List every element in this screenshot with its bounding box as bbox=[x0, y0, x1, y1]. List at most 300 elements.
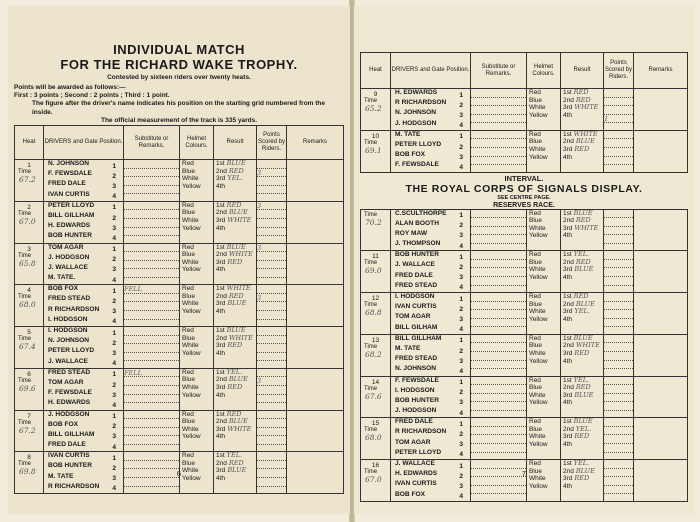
heat-time: 67.6 bbox=[365, 391, 382, 401]
drivers-cell bbox=[391, 293, 471, 335]
col-result: Result bbox=[214, 126, 257, 160]
points-line bbox=[604, 352, 633, 361]
heat-number: 8 bbox=[27, 454, 31, 462]
helmet-colour: White bbox=[182, 175, 199, 183]
time-label: Time bbox=[18, 336, 32, 343]
substitute-line bbox=[124, 336, 179, 345]
substitute-line bbox=[471, 477, 526, 486]
points-line bbox=[604, 106, 633, 115]
gate-position: 1 bbox=[459, 379, 463, 387]
col-heat: Heat bbox=[15, 126, 44, 160]
heat-number: 16 bbox=[371, 462, 380, 469]
result-entry: BLUE bbox=[228, 417, 248, 426]
result-entry: BLUE bbox=[226, 326, 246, 335]
substitute-line bbox=[471, 218, 526, 227]
substitute-line bbox=[471, 385, 526, 394]
substitute-line bbox=[124, 344, 179, 353]
driver-name: IVAN CURTIS bbox=[48, 190, 90, 198]
points-line bbox=[257, 411, 286, 420]
gate-position: 2 bbox=[112, 172, 116, 180]
place-label: 4th bbox=[563, 111, 573, 119]
place-label: 3rd bbox=[563, 308, 573, 316]
heat-cell bbox=[361, 89, 391, 131]
heat-time: 67.2 bbox=[19, 425, 36, 435]
place-label: 4th bbox=[563, 153, 573, 161]
points-cell bbox=[257, 243, 287, 285]
driver-entry bbox=[391, 418, 470, 428]
gate-position: 2 bbox=[112, 256, 116, 264]
points-cell bbox=[604, 460, 634, 502]
remarks-cell bbox=[634, 89, 688, 131]
result-line bbox=[214, 433, 256, 441]
heat-time: 65.8 bbox=[19, 258, 36, 268]
track-measurement: The official measurement of the track is 335 yards. bbox=[100, 116, 258, 124]
result-entry: RED bbox=[574, 432, 590, 441]
points-line bbox=[604, 89, 633, 98]
points-line bbox=[604, 418, 633, 427]
substitute-line: FELL bbox=[124, 369, 179, 378]
gate-position: 2 bbox=[112, 381, 116, 389]
points-cell bbox=[604, 130, 634, 172]
driver-entry bbox=[44, 358, 123, 368]
place-label: 3rd bbox=[563, 266, 573, 274]
points-line bbox=[604, 402, 633, 411]
place-label: 1st bbox=[563, 293, 572, 300]
heat-row bbox=[15, 327, 344, 369]
remarks-cell bbox=[634, 460, 688, 502]
gate-position: 1 bbox=[459, 337, 463, 345]
place-label: 4th bbox=[563, 441, 573, 449]
time-label: Time bbox=[364, 343, 378, 350]
points-line bbox=[257, 160, 286, 169]
place-label: 1st bbox=[563, 209, 572, 217]
gate-position: 1 bbox=[459, 133, 463, 141]
result-entry: BLUE bbox=[226, 159, 246, 168]
gate-position: 4 bbox=[112, 443, 116, 451]
heat-cell bbox=[15, 410, 44, 452]
drivers-cell bbox=[44, 327, 124, 369]
gate-position: 4 bbox=[459, 326, 463, 334]
gate-position: 2 bbox=[112, 339, 116, 347]
heat-number: 10 bbox=[371, 132, 380, 140]
drivers-cell bbox=[44, 410, 124, 452]
points-line bbox=[604, 302, 633, 311]
gate-position: 2 bbox=[459, 101, 463, 109]
col-helmet: Helmet Colours. bbox=[527, 53, 561, 89]
result-entry: BLUE bbox=[226, 243, 246, 251]
helmet-colours-cell bbox=[527, 89, 561, 131]
gate-position: 1 bbox=[459, 212, 463, 220]
drivers-cell bbox=[44, 285, 124, 327]
substitute-cell bbox=[124, 201, 180, 243]
gate-position: 2 bbox=[112, 465, 116, 473]
driver-name: J. WALLACE bbox=[395, 460, 435, 467]
helmet-colour: Yellow bbox=[529, 399, 548, 407]
result-entry: YEL. bbox=[575, 424, 592, 433]
result-line bbox=[561, 399, 603, 407]
heat-time: 68.0 bbox=[19, 300, 36, 310]
result-line bbox=[214, 342, 256, 350]
driver-name: BOB HUNTER bbox=[395, 396, 439, 404]
place-label: 1st bbox=[216, 368, 225, 376]
driver-name: M. TATE bbox=[395, 130, 421, 138]
points-line: 3 bbox=[257, 377, 286, 386]
helmet-colour: Blue bbox=[529, 138, 543, 146]
driver-entry bbox=[391, 345, 470, 355]
col-drivers: DRIVERS and Gate Position. bbox=[391, 53, 471, 89]
substitute-line bbox=[124, 252, 179, 261]
place-label: 2nd bbox=[216, 167, 227, 175]
helmet-colour: Blue bbox=[529, 467, 543, 475]
substitute-cell bbox=[471, 251, 527, 293]
driver-name: BOB HUNTER bbox=[395, 251, 439, 259]
heat-row bbox=[15, 285, 344, 327]
result-entry: YEL. bbox=[226, 451, 243, 460]
time-label: Time bbox=[364, 139, 378, 146]
result-entry: RED bbox=[575, 95, 591, 104]
remarks-cell bbox=[634, 209, 688, 251]
gate-position: 3 bbox=[112, 349, 116, 357]
place-label: 2nd bbox=[216, 292, 227, 300]
heat-number: 1 bbox=[27, 162, 31, 170]
helmet-colour: Blue bbox=[182, 334, 196, 342]
driver-name: ALAN BOOTH bbox=[395, 219, 439, 227]
gate-position: 1 bbox=[112, 287, 116, 295]
gate-position: 3 bbox=[112, 224, 116, 232]
result-line bbox=[561, 392, 603, 400]
heats-table-right-bottom bbox=[360, 209, 688, 502]
points-cell bbox=[604, 209, 634, 251]
substitute-line bbox=[471, 227, 526, 236]
place-label: 1st bbox=[563, 251, 572, 259]
driver-name: FRED DALE bbox=[395, 271, 433, 279]
heat-row bbox=[361, 251, 688, 293]
substitute-line bbox=[124, 311, 179, 320]
result-line bbox=[561, 316, 603, 324]
gate-position: 2 bbox=[459, 389, 463, 397]
helmet-colour: Red bbox=[529, 418, 541, 426]
time-label: Time bbox=[18, 169, 32, 176]
substitute-cell bbox=[124, 243, 180, 285]
result-line bbox=[561, 232, 603, 240]
driver-entry bbox=[44, 274, 123, 284]
driver-name: J. HODGSON bbox=[395, 407, 437, 415]
gate-position: 2 bbox=[459, 143, 463, 151]
heat-row bbox=[361, 334, 688, 376]
right-table-body-1 bbox=[361, 89, 688, 173]
time-label: Time bbox=[364, 98, 378, 104]
helmet-colour: White bbox=[182, 467, 199, 475]
result-entry: WHITE bbox=[227, 215, 252, 224]
points-line bbox=[604, 460, 633, 469]
points-line bbox=[257, 478, 286, 487]
drivers-cell bbox=[391, 334, 471, 376]
driver-name: C.SCULTHORPE bbox=[395, 209, 447, 217]
remarks-cell bbox=[287, 368, 344, 410]
place-label: 2nd bbox=[563, 258, 574, 266]
place-label: 4th bbox=[563, 274, 573, 282]
driver-entry bbox=[391, 151, 470, 161]
result-cell bbox=[561, 251, 604, 293]
driver-entry bbox=[44, 421, 123, 431]
helmet-colour: Yellow bbox=[529, 315, 548, 323]
substitute-line bbox=[471, 486, 526, 495]
place-label: 2nd bbox=[563, 467, 574, 475]
result-entry: BLUE bbox=[575, 466, 595, 475]
place-label: 3rd bbox=[216, 383, 226, 391]
place-label: 1st bbox=[216, 327, 225, 335]
points-line bbox=[604, 277, 633, 286]
driver-name: BOB FOX bbox=[395, 490, 426, 498]
points-line: 3 bbox=[257, 244, 286, 253]
helmet-colour: Yellow bbox=[182, 308, 201, 316]
helmet-colour: White bbox=[182, 383, 199, 391]
points-line bbox=[604, 343, 633, 352]
result-line bbox=[561, 433, 603, 441]
driver-entry bbox=[44, 170, 123, 180]
result-entry: RED bbox=[575, 257, 591, 266]
time-label: Time bbox=[364, 427, 378, 434]
result-entry: BLUE bbox=[573, 209, 593, 217]
driver-entry bbox=[391, 161, 470, 171]
driver-name: PETER LLOYD bbox=[48, 347, 95, 355]
points-line bbox=[604, 361, 633, 370]
points-cell bbox=[257, 160, 287, 202]
place-label: 2nd bbox=[216, 376, 227, 384]
heat-cell bbox=[15, 201, 44, 243]
heat-number: 14 bbox=[371, 378, 380, 386]
gate-position: 4 bbox=[459, 367, 463, 375]
heat-number: 15 bbox=[371, 420, 380, 428]
points-line bbox=[604, 435, 633, 444]
points-cell bbox=[257, 410, 287, 452]
helmet-colour: Blue bbox=[182, 376, 196, 384]
driver-entry bbox=[391, 89, 470, 99]
driver-entry bbox=[391, 261, 470, 271]
driver-name: FRED STEAD bbox=[395, 281, 438, 289]
result-entry: YEL. bbox=[573, 459, 590, 467]
driver-name: I. HODGSON bbox=[48, 327, 88, 335]
page-subtitle-title: FOR THE RICHARD WAKE TROPHY. bbox=[60, 57, 298, 72]
gate-position: 4 bbox=[112, 234, 116, 242]
helmet-colour: White bbox=[529, 391, 546, 399]
substitute-cell bbox=[124, 368, 180, 410]
heat-cell bbox=[15, 243, 44, 285]
points-line bbox=[257, 395, 286, 404]
substitute-cell bbox=[471, 130, 527, 172]
points-line bbox=[257, 252, 286, 261]
helmet-colour: Yellow bbox=[182, 266, 201, 274]
points-line bbox=[257, 302, 286, 311]
page-title: INDIVIDUAL MATCH bbox=[113, 42, 245, 57]
place-label: 3rd bbox=[216, 467, 226, 475]
heat-row bbox=[361, 209, 688, 251]
heat-number: 5 bbox=[27, 329, 31, 337]
substitute-line bbox=[471, 310, 526, 319]
place-label: 2nd bbox=[563, 300, 574, 308]
points-line bbox=[604, 235, 633, 244]
result-line bbox=[561, 350, 603, 358]
driver-entry bbox=[44, 327, 123, 337]
driver-entry bbox=[391, 377, 470, 387]
gate-position: 3 bbox=[459, 357, 463, 365]
driver-name: J. HODGSON bbox=[395, 119, 437, 127]
heat-cell bbox=[361, 418, 391, 460]
result-entry: WHITE bbox=[574, 223, 599, 232]
place-label: 2nd bbox=[563, 96, 574, 104]
result-entry: BLUE bbox=[228, 208, 248, 217]
place-label: 4th bbox=[563, 357, 573, 365]
substitute-line bbox=[124, 186, 179, 195]
helmet-colour: White bbox=[529, 433, 546, 441]
see-centre-page: SEE CENTRE PAGE. bbox=[497, 194, 551, 201]
gate-position: 4 bbox=[112, 276, 116, 284]
points-line bbox=[257, 452, 286, 461]
helmet-colour: Yellow bbox=[182, 224, 201, 232]
gate-position: 4 bbox=[112, 401, 116, 409]
result-line bbox=[561, 483, 603, 491]
driver-name: BOB FOX bbox=[48, 285, 79, 293]
points-line bbox=[604, 319, 633, 328]
helmet-colours-cell bbox=[527, 418, 561, 460]
gate-position: 1 bbox=[112, 413, 116, 421]
result-line bbox=[561, 358, 603, 366]
display-title: THE ROYAL CORPS OF SIGNALS DISPLAY. bbox=[405, 182, 643, 195]
col-substitute: Substitute or Remarks. bbox=[471, 53, 527, 89]
heat-time: 69.0 bbox=[365, 266, 382, 276]
gate-position: 2 bbox=[459, 431, 463, 439]
substitute-line bbox=[124, 219, 179, 228]
place-label: 4th bbox=[563, 482, 573, 490]
substitute-line bbox=[124, 160, 179, 169]
gate-position: 1 bbox=[459, 253, 463, 261]
points-line bbox=[257, 261, 286, 270]
result-entry: BLUE bbox=[575, 137, 595, 146]
substitute-line bbox=[124, 419, 179, 428]
substitute-line bbox=[471, 157, 526, 166]
points-line bbox=[604, 477, 633, 486]
gate-position: 1 bbox=[112, 246, 116, 254]
col-substitute: Substitute or Remarks. bbox=[124, 126, 180, 160]
points-line bbox=[604, 260, 633, 269]
driver-name: BOB FOX bbox=[48, 420, 79, 428]
driver-entry bbox=[391, 480, 470, 490]
heat-number: 6 bbox=[27, 370, 31, 378]
substitute-cell bbox=[471, 418, 527, 460]
points-cell bbox=[604, 418, 634, 460]
driver-entry bbox=[44, 379, 123, 389]
place-label: 2nd bbox=[216, 459, 227, 467]
points-line bbox=[604, 377, 633, 386]
result-cell bbox=[214, 410, 257, 452]
helmet-colour: Yellow bbox=[182, 349, 201, 357]
points-line: 3 bbox=[257, 169, 286, 178]
driver-entry bbox=[391, 99, 470, 109]
substitute-line bbox=[124, 244, 179, 253]
driver-name: F. FEWSDALE bbox=[395, 161, 439, 169]
result-entry: RED bbox=[227, 341, 243, 350]
place-label: 1st bbox=[216, 410, 225, 418]
gate-position: 4 bbox=[459, 284, 463, 292]
heat-row bbox=[361, 293, 688, 335]
driver-entry bbox=[391, 449, 470, 459]
driver-name: PETER LLOYD bbox=[395, 448, 442, 456]
substitute-line bbox=[471, 343, 526, 352]
substitute-line bbox=[471, 352, 526, 361]
points-cell bbox=[257, 201, 287, 243]
remarks-cell bbox=[634, 293, 688, 335]
result-line bbox=[561, 441, 603, 449]
driver-name: I. HODGSON bbox=[48, 315, 88, 323]
figure-note: The figure after the driver's name indicates his position on the starting grid numbered from the inside. bbox=[32, 100, 326, 116]
substitute-line bbox=[471, 394, 526, 403]
substitute-line bbox=[124, 436, 179, 445]
place-label: 1st bbox=[216, 160, 225, 168]
helmet-colour: Blue bbox=[182, 251, 196, 259]
points-line bbox=[604, 210, 633, 219]
result-cell bbox=[561, 89, 604, 131]
gate-position: 4 bbox=[459, 493, 463, 501]
table-header bbox=[15, 126, 344, 160]
col-heat: Heat bbox=[361, 53, 391, 89]
substitute-cell bbox=[124, 410, 180, 452]
points-line bbox=[604, 139, 633, 148]
helmet-colour: Red bbox=[182, 452, 194, 460]
points-line bbox=[257, 219, 286, 228]
helmet-colour: Blue bbox=[529, 217, 543, 225]
substitute-line bbox=[471, 115, 526, 124]
driver-name: H. EDWARDS bbox=[48, 399, 91, 407]
points-line bbox=[257, 186, 286, 195]
substitute-line bbox=[124, 386, 179, 395]
result-line bbox=[561, 146, 603, 154]
driver-entry bbox=[44, 202, 123, 212]
points-line bbox=[604, 293, 633, 302]
driver-entry bbox=[391, 230, 470, 240]
place-label: 2nd bbox=[216, 251, 227, 259]
substitute-line bbox=[471, 139, 526, 148]
driver-name: J. HODGSON bbox=[48, 410, 90, 418]
drivers-cell bbox=[44, 368, 124, 410]
points-line bbox=[604, 335, 633, 344]
interval-heading: INTERVAL. bbox=[504, 173, 544, 183]
gate-position: 4 bbox=[459, 242, 463, 250]
result-cell bbox=[561, 130, 604, 172]
result-entry: BLUE bbox=[575, 299, 595, 308]
driver-name: BOB HUNTER bbox=[48, 232, 92, 240]
driver-entry bbox=[44, 316, 123, 326]
result-cell bbox=[214, 160, 257, 202]
result-cell bbox=[214, 368, 257, 410]
heat-cell bbox=[361, 334, 391, 376]
result-entry: RED bbox=[228, 458, 244, 467]
helmet-colours-cell bbox=[527, 334, 561, 376]
heat-row bbox=[361, 460, 688, 502]
driver-entry bbox=[44, 264, 123, 274]
driver-name: PETER LLOYD bbox=[395, 140, 442, 148]
place-label: 2nd bbox=[563, 384, 574, 392]
place-label: 1st bbox=[216, 452, 225, 460]
col-drivers: DRIVERS and Gate Position. bbox=[44, 126, 124, 160]
points-line bbox=[257, 369, 286, 378]
driver-name: N. JOHNSON bbox=[48, 337, 90, 345]
heat-row bbox=[361, 376, 688, 418]
heat-number: 13 bbox=[371, 336, 380, 344]
points-line bbox=[604, 251, 633, 260]
driver-entry bbox=[391, 120, 470, 130]
result-entry: WHITE bbox=[226, 284, 251, 293]
result-entry: BLUE bbox=[574, 390, 594, 399]
